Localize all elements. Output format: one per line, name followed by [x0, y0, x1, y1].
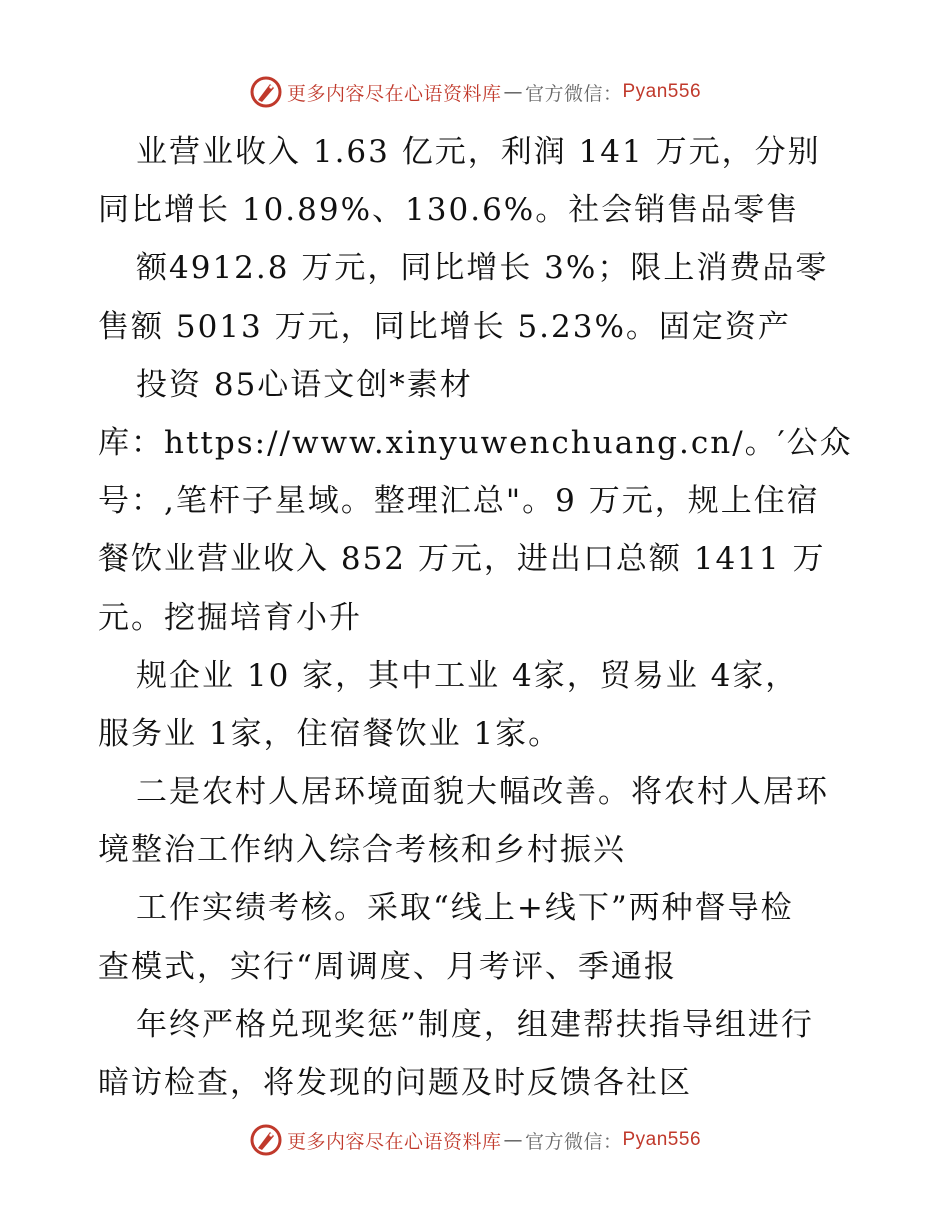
body-line: 年终严格兑现奖惩”制度，组建帮扶指导组进行 — [136, 1006, 814, 1043]
watermark-wechat-id: Pyan556 — [622, 81, 702, 102]
body-line: 额4912.8 万元，同比增长 3%；限上消费品零 — [136, 250, 829, 287]
body-line: 业营业收入 1.63 亿元，利润 141 万元，分别 — [136, 134, 821, 170]
body-line: 投资 85心语文创*素材 — [136, 366, 473, 403]
document-body — [98, 123, 858, 1112]
body-line: 境整治工作纳入综合考核和乡村振兴 — [98, 832, 626, 869]
watermark-dash: — — [503, 1129, 523, 1151]
watermark-label: 官方微信： — [524, 1130, 623, 1153]
watermark-dash: — — [503, 81, 523, 103]
header-watermark — [0, 72, 950, 112]
body-line: 售额 5013 万元，同比增长 5.23%。固定资产 — [98, 308, 791, 345]
body-line: 库：https://www.xinyuwenchuang.cn/。′公众 — [98, 424, 853, 461]
body-line: 二是农村人居环境面貌大幅改善。将农村人居环 — [136, 774, 829, 811]
body-line: 号：,笔杆子星域。整理汇总"。9 万元，规上住宿 — [98, 483, 820, 520]
body-line: 规企业 10 家，其中工业 4家，贸易业 4家， — [136, 657, 799, 694]
body-line: 同比增长 10.89%、130.6%。社会销售品零售 — [98, 192, 800, 229]
footer-watermark — [0, 1120, 950, 1160]
pen-nib-logo-icon — [249, 75, 283, 109]
watermark-label: 官方微信： — [524, 82, 623, 105]
pen-nib-logo-icon — [249, 1123, 283, 1157]
body-line: 元。挖掘培育小升 — [98, 599, 362, 636]
body-line: 餐饮业营业收入 852 万元，进出口总额 1411 万 — [98, 541, 826, 578]
body-line: 工作实绩考核。采取“线上+线下”两种督导检 — [136, 890, 794, 927]
watermark-main-text: 更多内容尽在心语资料库 — [286, 1130, 502, 1153]
watermark-main-text: 更多内容尽在心语资料库 — [286, 82, 502, 105]
body-line: 暗访检查，将发现的问题及时反馈各社区 — [98, 1065, 692, 1101]
body-line: 查模式，实行“周调度、月考评、季通报 — [98, 948, 677, 985]
watermark-wechat-id: Pyan556 — [622, 1129, 702, 1150]
body-line: 服务业 1家，住宿餐饮业 1家。 — [98, 715, 562, 752]
